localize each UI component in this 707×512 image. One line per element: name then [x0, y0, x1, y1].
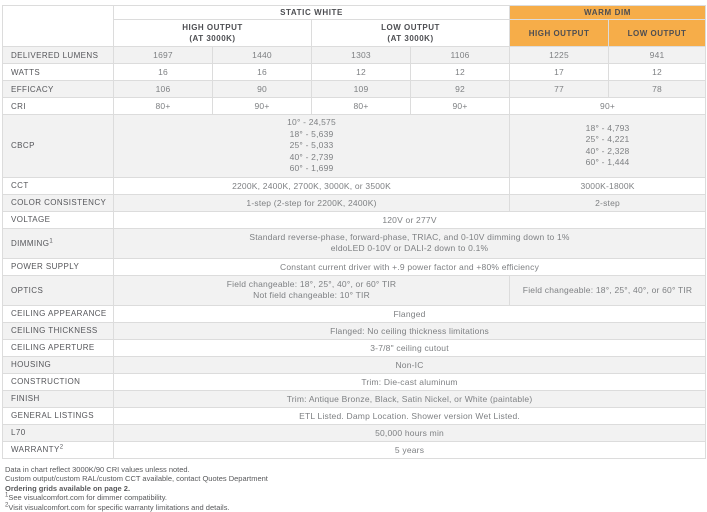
- cell-value: 12: [411, 64, 510, 81]
- cell-value-full: ETL Listed. Damp Location. Shower version Wet Listed.: [114, 407, 706, 424]
- row-watts: [3, 64, 706, 81]
- cell-value-full: Constant current driver with +.9 power factor and +80% efficiency: [114, 258, 706, 275]
- cell-value-full: 3-7/8" ceiling cutout: [114, 339, 706, 356]
- static-white-group-header: STATIC WHITE: [114, 6, 510, 20]
- cell-value-static-white: 1-step (2-step for 2200K, 2400K): [114, 194, 510, 211]
- row-label: CRI: [3, 98, 114, 115]
- dimming-line: Standard reverse-phase, forward-phase, TRIAC, and 0-10V dimming down to 1%: [118, 232, 701, 244]
- row-color-consistency: [3, 194, 706, 211]
- row-label: POWER SUPPLY: [3, 258, 114, 275]
- row-label: L70: [3, 424, 114, 441]
- row-voltage: [3, 211, 706, 228]
- cell-value: 16: [114, 64, 213, 81]
- row-label: FINISH: [3, 390, 114, 407]
- cbcp-line: 40° - 2,739: [118, 152, 505, 164]
- cell-value-static-white: [114, 115, 510, 178]
- row-label: CBCP: [3, 115, 114, 178]
- row-cct: [3, 177, 706, 194]
- row-label: EFFICACY: [3, 81, 114, 98]
- row-ceiling-thickness: [3, 322, 706, 339]
- corner-cell: [3, 6, 114, 47]
- cell-value-static-white: 2200K, 2400K, 2700K, 3000K, or 3500K: [114, 177, 510, 194]
- cell-value: 90+: [411, 98, 510, 115]
- footnote-custom: Custom output/custom RAL/custom CCT available, contact Quotes Department: [5, 474, 707, 484]
- row-cri: [3, 98, 706, 115]
- row-ceiling-appearance: [3, 305, 706, 322]
- row-label: GENERAL LISTINGS: [3, 407, 114, 424]
- cell-value: 78: [609, 81, 706, 98]
- cell-value-warm-dim: 90+: [510, 98, 706, 115]
- footnote-dimmer: $^1$See visualcomfort.com for dimmer compatibility.: [5, 493, 707, 503]
- row-power-supply: [3, 258, 706, 275]
- footnote-marker: 2: [5, 502, 8, 508]
- row-label: WATTS: [3, 64, 114, 81]
- cell-value: 12: [609, 64, 706, 81]
- cell-value-full: Flanged: No ceiling thickness limitations: [114, 322, 706, 339]
- cell-value: 80+: [114, 98, 213, 115]
- row-label: DELIVERED LUMENS: [3, 47, 114, 64]
- row-ceiling-aperture: [3, 339, 706, 356]
- cell-value: 80+: [312, 98, 411, 115]
- cell-value: 90: [213, 81, 312, 98]
- cell-value-static-white: [114, 275, 510, 305]
- row-label: CEILING APPEARANCE: [3, 305, 114, 322]
- row-efficacy: [3, 81, 706, 98]
- cell-value-full: [114, 228, 706, 258]
- spec-table: [2, 5, 706, 459]
- footnote-ordering-grids: Ordering grids available on page 2.: [5, 484, 707, 494]
- sw-high-output-line2: (AT 3000K): [118, 33, 307, 44]
- cell-value-full: 50,000 hours min: [114, 424, 706, 441]
- sw-high-output-line1: HIGH OUTPUT: [118, 22, 307, 33]
- cell-value: 17: [510, 64, 609, 81]
- cell-value-warm-dim: Field changeable: 18°, 25°, 40°, or 60° TIR: [510, 275, 706, 305]
- cell-value-full: Trim: Die-cast aluminum: [114, 373, 706, 390]
- row-label: CEILING APERTURE: [3, 339, 114, 356]
- row-delivered-lumens: [3, 47, 706, 64]
- row-housing: [3, 356, 706, 373]
- row-optics: [3, 275, 706, 305]
- row-label: COLOR CONSISTENCY: [3, 194, 114, 211]
- cbcp-line: 60° - 1,444: [514, 157, 701, 169]
- sw-low-output-line2: (AT 3000K): [316, 33, 505, 44]
- row-cbcp: [3, 115, 706, 178]
- cell-value-full: Trim: Antique Bronze, Black, Satin Nickel, or White (paintable): [114, 390, 706, 407]
- cbcp-line: 60° - 1,699: [118, 163, 505, 175]
- cell-value-full: 5 years: [114, 441, 706, 458]
- footnote-marker: 1: [49, 238, 53, 244]
- column-group-header-row: [3, 6, 706, 20]
- cell-value: 1440: [213, 47, 312, 64]
- footnote-marker: 1: [5, 493, 8, 499]
- warm-dim-group-header: WARM DIM: [510, 6, 706, 20]
- row-label: WARRANTY$^2$: [3, 441, 114, 458]
- footnote-cri: Data in chart reflect 3000K/90 CRI values unless noted.: [5, 465, 707, 475]
- cell-value: 1303: [312, 47, 411, 64]
- wd-low-output-header: LOW OUTPUT: [609, 20, 706, 47]
- dimming-line: eldoLED 0-10V or DALI-2 down to 0.1%: [118, 243, 701, 255]
- row-label: HOUSING: [3, 356, 114, 373]
- cell-value: 941: [609, 47, 706, 64]
- cell-value: 109: [312, 81, 411, 98]
- cell-value-full: Non-IC: [114, 356, 706, 373]
- cell-value-warm-dim: [510, 115, 706, 178]
- row-general-listings: [3, 407, 706, 424]
- footnotes: [5, 465, 707, 512]
- footnote-marker: 2: [60, 444, 64, 450]
- cbcp-line: 18° - 4,793: [514, 123, 701, 135]
- footnote-warranty: $^2$Visit visualcomfort.com for specific warranty limitations and details.: [5, 503, 707, 512]
- cell-value: 1225: [510, 47, 609, 64]
- row-label: CCT: [3, 177, 114, 194]
- row-l70: [3, 424, 706, 441]
- sw-low-output-line1: LOW OUTPUT: [316, 22, 505, 33]
- cell-value: 1106: [411, 47, 510, 64]
- cbcp-line: 25° - 5,033: [118, 140, 505, 152]
- cbcp-line: 10° - 24,575: [118, 117, 505, 129]
- cbcp-line: 25° - 4,221: [514, 134, 701, 146]
- cell-value: 106: [114, 81, 213, 98]
- cell-value: 1697: [114, 47, 213, 64]
- cell-value-full: 120V or 277V: [114, 211, 706, 228]
- cell-value: 90+: [213, 98, 312, 115]
- cbcp-line: 40° - 2,328: [514, 146, 701, 158]
- cell-value: 77: [510, 81, 609, 98]
- row-label: OPTICS: [3, 275, 114, 305]
- row-warranty: [3, 441, 706, 458]
- sw-high-output-header: [114, 20, 312, 47]
- row-finish: [3, 390, 706, 407]
- row-dimming: [3, 228, 706, 258]
- cell-value-warm-dim: 3000K-1800K: [510, 177, 706, 194]
- optics-line: Field changeable: 18°, 25°, 40°, or 60° TIR: [118, 279, 505, 291]
- row-label: CEILING THICKNESS: [3, 322, 114, 339]
- cell-value: 16: [213, 64, 312, 81]
- row-label: VOLTAGE: [3, 211, 114, 228]
- cell-value-warm-dim: 2-step: [510, 194, 706, 211]
- row-label: CONSTRUCTION: [3, 373, 114, 390]
- cbcp-line: 18° - 5,639: [118, 129, 505, 141]
- row-construction: [3, 373, 706, 390]
- cell-value: 12: [312, 64, 411, 81]
- cell-value-full: Flanged: [114, 305, 706, 322]
- wd-high-output-header: HIGH OUTPUT: [510, 20, 609, 47]
- row-label: DIMMING$^1$: [3, 228, 114, 258]
- cell-value: 92: [411, 81, 510, 98]
- sw-low-output-header: [312, 20, 510, 47]
- optics-line: Not field changeable: 10° TIR: [118, 290, 505, 302]
